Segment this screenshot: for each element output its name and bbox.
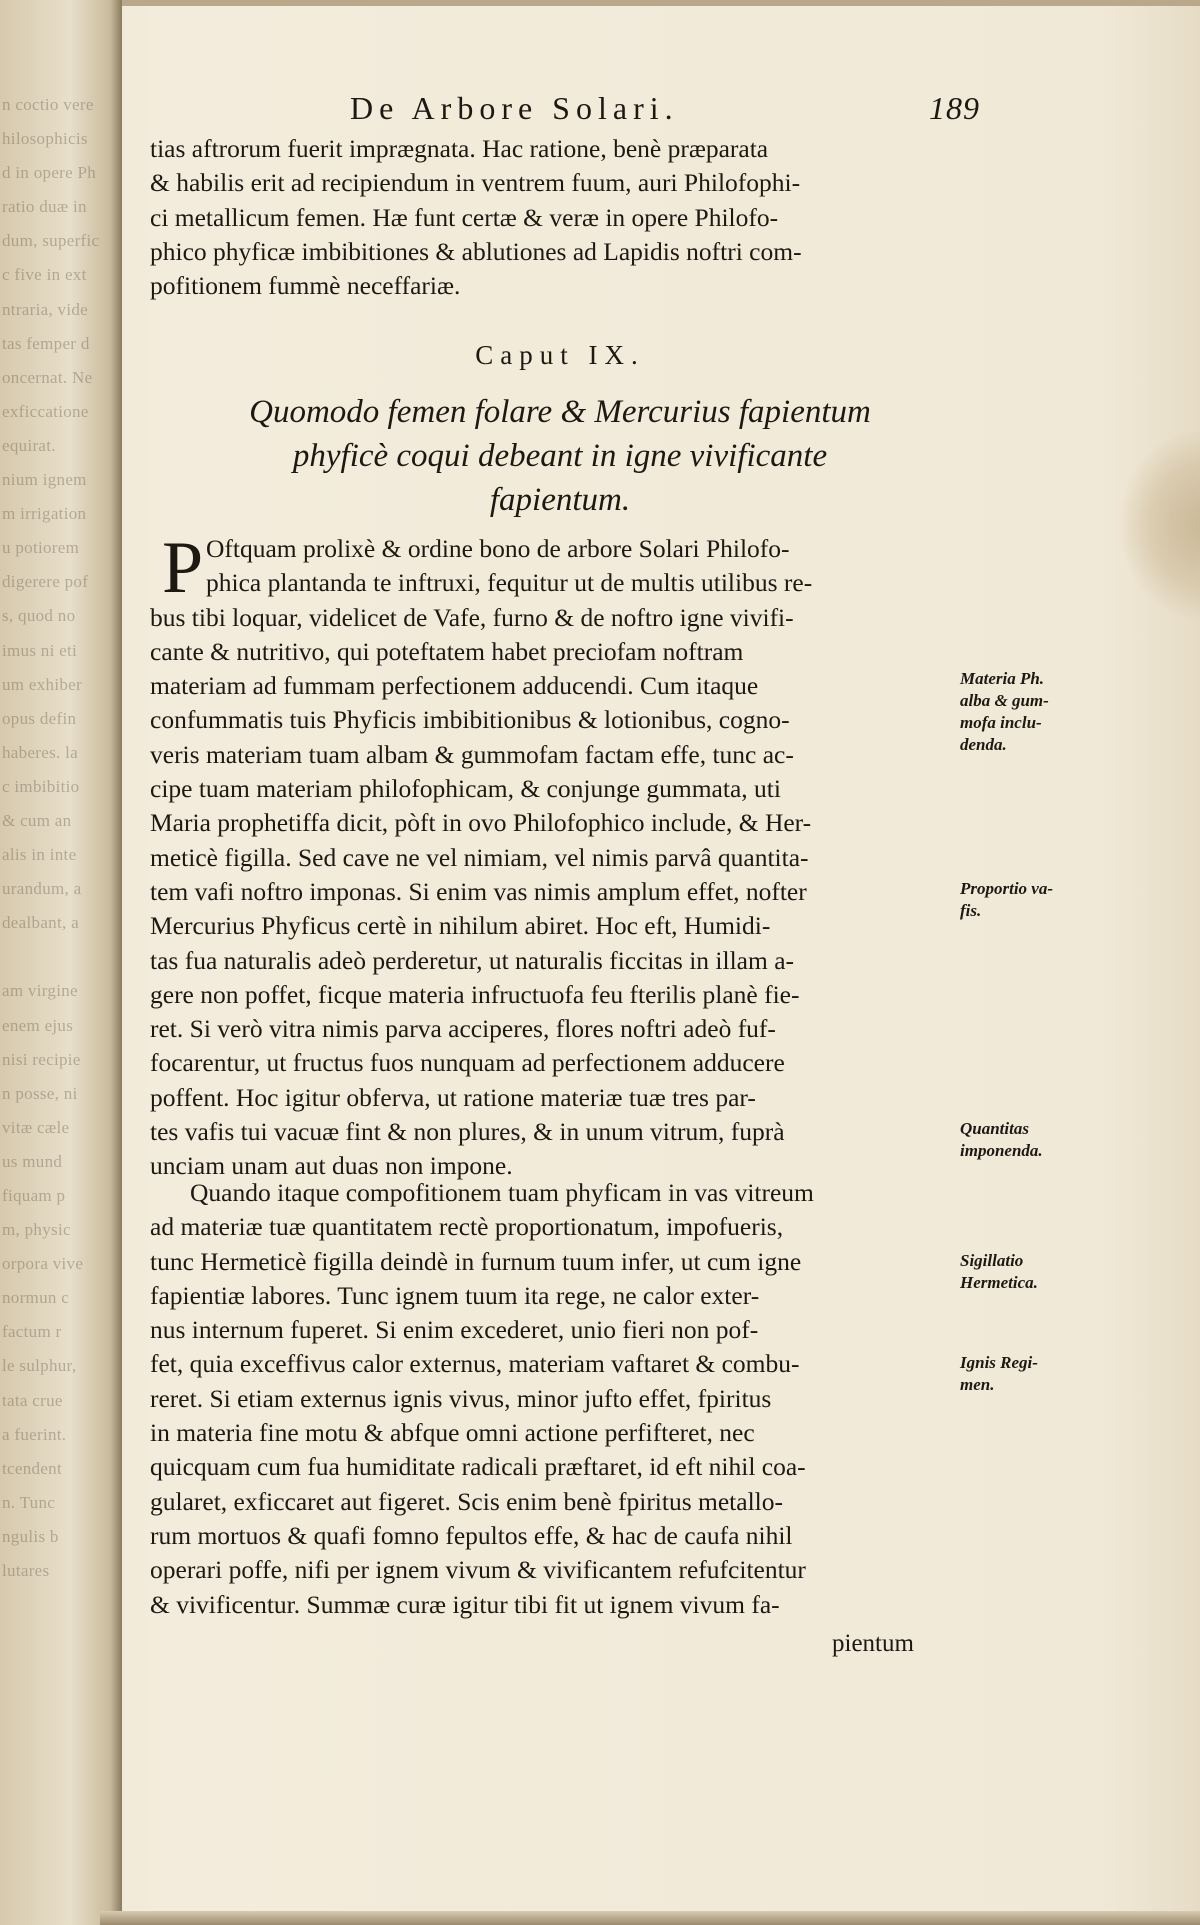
- margin-note-quantitas: [960, 1118, 1095, 1162]
- bleed-line: n posse, ni: [2, 1083, 78, 1103]
- bleed-line: dealbant, a: [2, 913, 79, 933]
- text-line: gere non poffet, ficque materia infructuofa feu fterilis planè fie-: [150, 979, 800, 1009]
- bleed-line: n coctio vere: [2, 95, 94, 114]
- text-line: tas fua naturalis adeò perderetur, ut naturalis ficcitas in illam a-: [150, 945, 795, 975]
- text-line: ci metallicum femen. Hæ funt certæ & veræ in opere Philofo-: [150, 202, 779, 232]
- bleed-line: um exhiber: [2, 674, 82, 694]
- bleed-line: le sulphur,: [2, 1356, 77, 1376]
- text-line: Maria prophetiffa dicit, pòft in ovo Philofophico include, & Her-: [150, 808, 812, 838]
- text-line: quicquam cum fua humiditate radicali præftaret, id eft nihil coa-: [150, 1452, 806, 1482]
- text-line: in materia fine motu & abfque omni actione perfifteret, nec: [150, 1418, 755, 1448]
- text-line: phico phyficæ imbibitiones & ablutiones ad Lapidis noftri com-: [150, 236, 802, 266]
- text-line: bus tibi loquar, videlicet de Vafe, furno & de noftro igne vivifi-: [150, 602, 794, 632]
- bleed-line: orpora vive: [2, 1254, 84, 1274]
- bleed-line: & cum an: [2, 810, 72, 830]
- heading-line: Quomodo femen folare & Mercurius fapientum: [249, 394, 871, 430]
- catchword: pientum: [832, 1630, 914, 1657]
- bleed-line: imus ni eti: [2, 640, 78, 660]
- margin-note-line: imponenda.: [960, 1141, 1043, 1160]
- bleed-line: d in opere Ph: [2, 163, 97, 183]
- text-line: tes vafis tui vacuæ fint & non plures, & in unum vitrum, fuprà: [150, 1117, 785, 1147]
- margin-note-line: denda.: [960, 735, 1007, 754]
- bleed-line: ratio duæ in: [2, 197, 87, 217]
- page-stain: [1120, 430, 1200, 620]
- bleed-line: enem ejus: [2, 1015, 74, 1035]
- text-line: tunc Hermeticè figilla deindè in furnum tuum infer, ut cum igne: [150, 1246, 802, 1276]
- margin-note-line: Quantitas: [960, 1119, 1029, 1138]
- bleed-line: dum, superfic: [2, 231, 100, 251]
- margin-note-line: fis.: [960, 901, 982, 920]
- text-line: Quando itaque compofitionem tuam phyficam in vas vitreum: [190, 1178, 814, 1207]
- bleed-line: tcendent: [2, 1458, 62, 1478]
- bleed-line: s, quod no: [2, 606, 76, 626]
- page-top-edge: [120, 0, 1200, 6]
- text-line: Mercurius Phyficus certè in nihilum abiret. Hoc eft, Humidi-: [150, 911, 771, 941]
- text-line: materiam ad fummam perfectionem adducendi. Cum itaque: [150, 671, 759, 701]
- page-bottom-edge: [100, 1911, 1200, 1925]
- bleed-line: urandum, a: [2, 879, 82, 899]
- bleed-line: u potiorem: [2, 538, 80, 558]
- text-line: fapientiæ labores. Tunc ignem tuum ita rege, ne calor exter-: [150, 1280, 760, 1310]
- text-line: meticè figilla. Sed cave ne vel nimiam, vel nimis parvâ quantita-: [150, 842, 809, 872]
- bleed-line: hilosophicis: [2, 129, 88, 149]
- text-line: ret. Si verò vitra nimis parva acciperes, flores noftri adeò fuf-: [150, 1014, 776, 1044]
- bleed-line: [2, 940, 120, 974]
- text-line: confummatis tuis Phyficis imbibitionibus & lotionibus, cogno-: [150, 705, 790, 735]
- margin-note-line: Ignis Regi-: [960, 1353, 1038, 1372]
- text-line: ad materiæ tuæ quantitatem rectè proportionatum, impofueris,: [150, 1212, 784, 1242]
- bleed-line: nisi recipie: [2, 1049, 81, 1069]
- bleed-line: alis in inte: [2, 845, 77, 865]
- bleed-line: lutares: [2, 1561, 50, 1581]
- bleed-line: ngulis b: [2, 1526, 59, 1546]
- margin-note-line: Hermetica.: [960, 1273, 1038, 1292]
- text-line: pofitionem fummè neceffariæ.: [150, 271, 461, 301]
- text-line: veris materiam tuam albam & gummofam factam effe, tunc ac-: [150, 739, 794, 769]
- bleed-line: n. Tunc: [2, 1492, 56, 1512]
- text-line: & habilis erit ad recipiendum in ventrem fuum, auri Philofophi-: [150, 168, 801, 198]
- bleed-line: m irrigation: [2, 504, 87, 524]
- margin-note-line: men.: [960, 1375, 995, 1394]
- facing-page-text: [2, 88, 120, 1588]
- bleed-line: fiquam p: [2, 1186, 66, 1205]
- heading-line: fapientum.: [489, 482, 631, 518]
- bleed-line: am virgine: [2, 981, 78, 1001]
- heading-line: phyficè coqui debeant in igne vivificante: [292, 438, 828, 474]
- chapter-number: Caput IX.: [475, 340, 645, 370]
- bleed-line: m, physic: [2, 1220, 71, 1240]
- text-line: gularet, exficcaret aut figeret. Scis enim benè fpiritus metallo-: [150, 1486, 783, 1516]
- bleed-line: c imbibitio: [2, 776, 80, 796]
- continuation-text: [150, 132, 970, 303]
- facing-page-gutter: [0, 0, 122, 1925]
- text-line: & vivificentur. Summæ curæ igitur tibi fit ut ignem vivum fa-: [150, 1589, 780, 1619]
- text-line: unciam unam aut duas non impone.: [150, 1151, 513, 1181]
- bleed-line: ntraria, vide: [2, 299, 89, 319]
- text-line: cipe tuam materiam philofophicam, & conjunge gummata, uti: [150, 774, 781, 804]
- bleed-line: tas femper d: [2, 333, 90, 353]
- bleed-line: c five in ext: [2, 265, 87, 285]
- text-line: poffent. Hoc igitur obferva, ut ratione materiæ tuæ tres par-: [150, 1082, 756, 1112]
- text-line: nus internum fuperet. Si enim excederet, unio fieri non pof-: [150, 1315, 759, 1345]
- bleed-line: factum r: [2, 1322, 62, 1342]
- bleed-line: tata crue: [2, 1390, 63, 1410]
- chapter-heading: [150, 390, 970, 522]
- bleed-line: nium ignem: [2, 470, 87, 490]
- margin-note-proportio: [960, 878, 1095, 922]
- paragraph-1: [150, 532, 970, 1184]
- margin-note-line: Proportio va-: [960, 879, 1054, 898]
- bleed-line: a fuerint.: [2, 1424, 67, 1444]
- margin-note-ignis: [960, 1352, 1095, 1396]
- running-head: [350, 90, 980, 130]
- text-line: reret. Si etiam externus ignis vivus, minor jufto effet, fpiritus: [150, 1383, 772, 1413]
- margin-note-materia: [960, 668, 1095, 756]
- text-line: tem vafi noftro imponas. Si enim vas nimis amplum effet, nofter: [150, 876, 807, 906]
- bleed-line: opus defin: [2, 708, 77, 728]
- page-number: 189: [929, 90, 980, 126]
- text-line: rum mortuos & quafi fomno fepultos effe, & hac de caufa nihil: [150, 1520, 793, 1550]
- bleed-line: oncernat. Ne: [2, 367, 93, 387]
- bleed-line: us mund: [2, 1151, 63, 1171]
- margin-note-line: mofa inclu-: [960, 713, 1042, 732]
- margin-note-line: Materia Ph.: [960, 669, 1045, 688]
- text-line: Oftquam prolixè & ordine bono de arbore Solari Philofo-: [206, 534, 790, 563]
- text-line: operari poffe, nifi per ignem vivum & vivificantem refufcitentur: [150, 1555, 806, 1585]
- bleed-line: vitæ cæle: [2, 1117, 70, 1137]
- text-line: focarentur, ut fructus fuos nunquam ad perfectionem adducere: [150, 1048, 785, 1078]
- bleed-line: digerere pof: [2, 572, 89, 592]
- bleed-line: haberes. la: [2, 742, 78, 762]
- text-line: cante & nutritivo, qui poteftatem habet preciofam noftram: [150, 636, 744, 666]
- bleed-line: equirat.: [2, 435, 56, 455]
- drop-cap-initial: P: [162, 535, 204, 603]
- text-line: fet, quia exceffivus calor externus, materiam vaftaret & combu-: [150, 1349, 800, 1379]
- bleed-line: normun c: [2, 1288, 70, 1308]
- margin-note-sigillatio: [960, 1250, 1095, 1294]
- margin-note-line: alba & gum-: [960, 691, 1049, 710]
- text-line: tias aftrorum fuerit imprægnata. Hac ratione, benè præparata: [150, 134, 769, 163]
- running-title: De Arbore Solari.: [350, 90, 679, 126]
- margin-note-line: Sigillatio: [960, 1251, 1024, 1270]
- bleed-line: exficcatione: [2, 401, 89, 421]
- text-line: phica plantanda te inftruxi, fequitur ut de multis utilibus re-: [206, 568, 813, 598]
- paragraph-2: [150, 1176, 970, 1622]
